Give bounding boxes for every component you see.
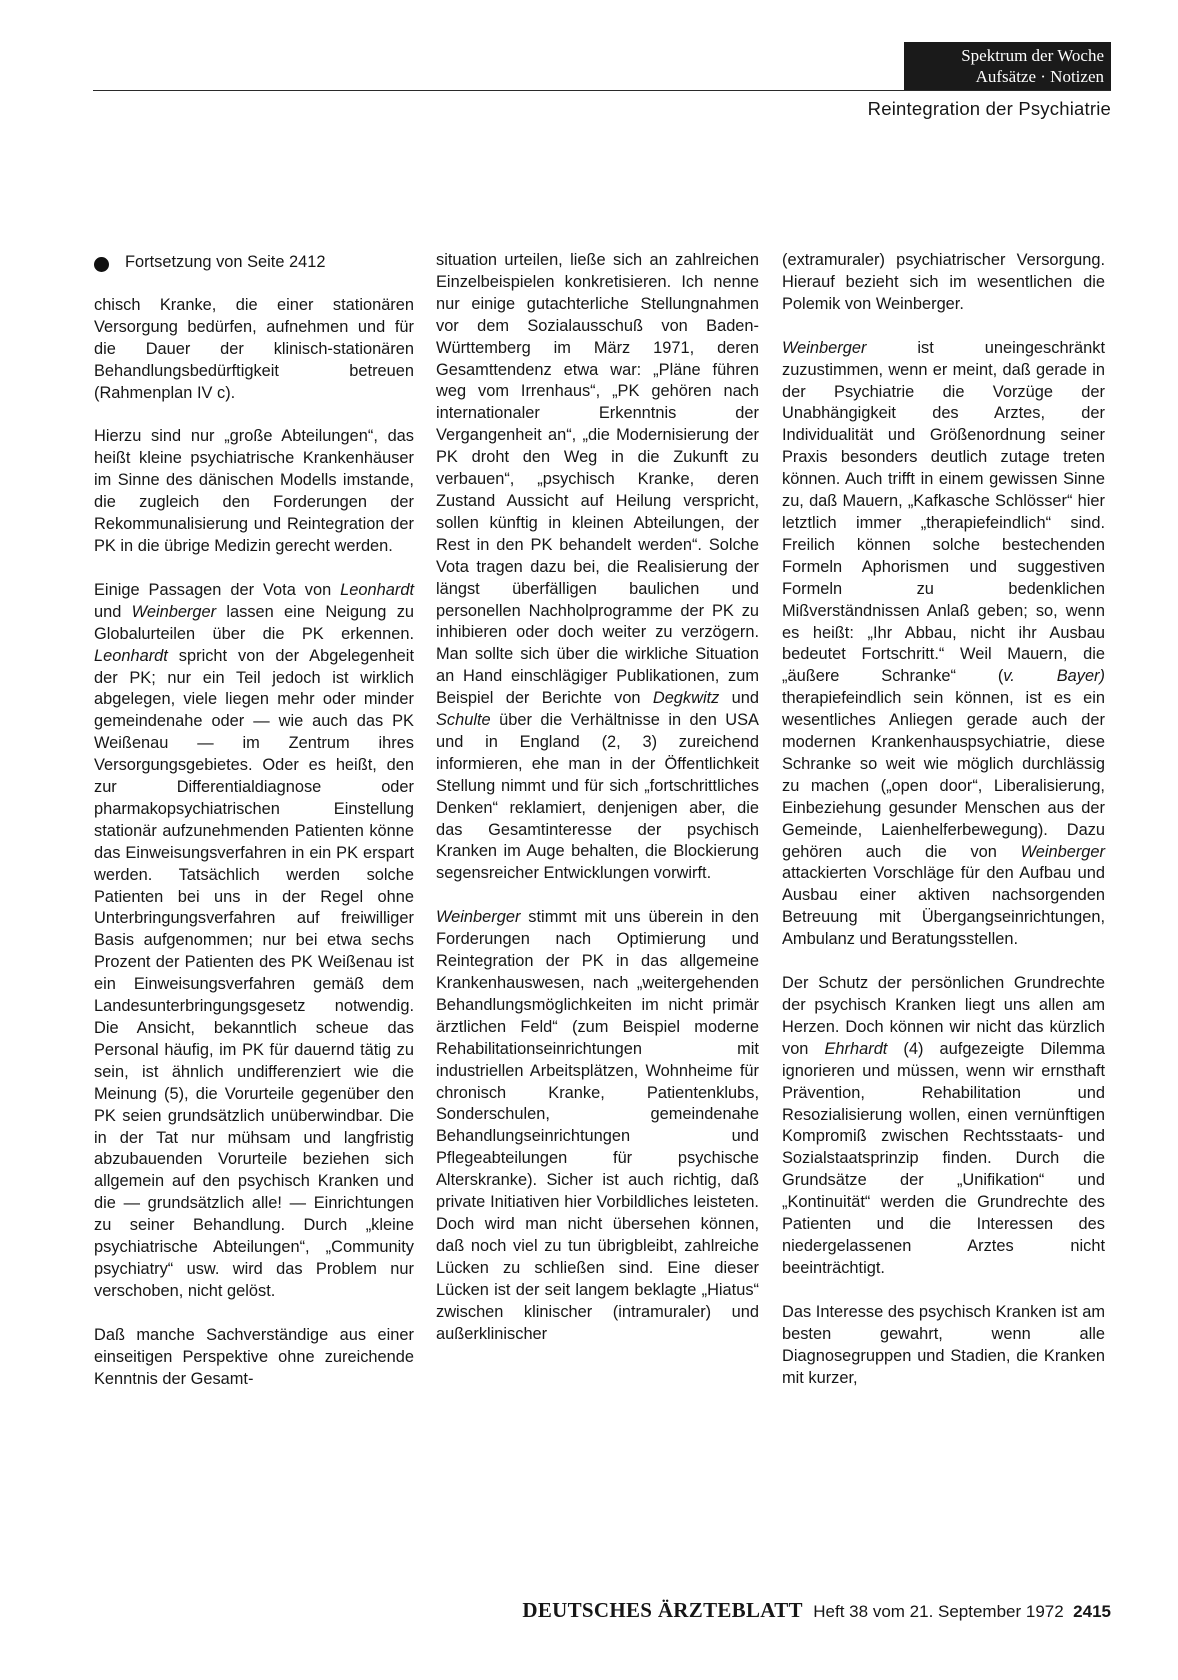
section-badge: [904, 42, 1111, 90]
text-run: über die Verhältnisse in den USA und in England (2, 3) zureichend informieren, ehe man in der Öffentlichkeit Stellung nimmt und für sich „fortschrittliches Denken“ reklamiert, denjenigen aber, die das Gesamtinteresse der psychisch Kranken im Auge behalten, die Blockierung segensreicher Entwicklungen vorwirft.: [436, 711, 759, 883]
issue-info: Heft 38 vom 21. September 1972: [813, 1602, 1064, 1621]
text-run: attackierten Vorschläge für den Aufbau und Ausbau einer aktiven nachsorgenden Betreuung mit Übergangseinrichtungen, Ambulanz und Beratungsstellen.: [782, 864, 1105, 949]
column-2: [436, 250, 759, 1367]
author-name: Schulte: [436, 711, 491, 730]
text-run: stimmt mit uns überein in den Forderungen nach Optimierung und Reintegration der PK in das allgemeine Krankenhauswesen, nach „weitergehenden Behandlungsmöglichkeiten im nicht primär ärztlichen Feld“ (zum Beispiel moderne Rehabilitationseinrichtungen mit industriellen Arbeitsplätzen, Wohnheime für chronisch Kranke, Patientenklubs, Sonderschulen, gemeindenahe Behandlungseinrichtungen und Pflegeabteilungen für psychische Alterskranke). Sicher ist auch richtig, daß private Initiativen hier Vorbildliches leisteten. Doch wird man nicht übersehen können, daß noch viel zu tun übrigbleibt, zahlreiche Lücken zu schließen sind. Eine dieser Lücken ist der seit langem beklagte „Hiatus“ zwischen klinischer (intramuraler) und außerklinischer: [436, 908, 759, 1343]
author-name: Weinberger: [131, 602, 217, 621]
text-run: ist uneingeschränkt zuzustimmen, wenn er meint, daß gerade in der Psychiatrie die Vorzüge der Unabhängigkeit des Arztes, der Individualität und Größenordnung seiner Praxis besonders deutlich zutage treten können. Auch trifft in einem gewissen Sinne zu, daß Mauern, „Kafkasche Schlösser“ hier letztlich immer „therapiefeindlich“ sind. Freilich können solche bestechenden Formeln Aphorismen und suggestiven Formeln zu bedenklichen Mißverständnissen Anlaß geben; so, wenn es heißt: „Ihr Abbau, nicht ihr Ausbau bedeutet Fortschritt.“ Weil Mauern, die „äußere Schranke“ (: [782, 338, 1105, 686]
bullet-dot-icon: [94, 257, 109, 272]
continuation-text: Fortsetzung von Seite 2412: [125, 253, 326, 271]
paragraph: [782, 338, 1105, 951]
paragraph: Daß manche Sachverständige aus einer einseitigen Perspektive ohne zureichende Kenntnis der Gesamt-: [94, 1325, 414, 1388]
journal-name: DEUTSCHES ÄRZTEBLATT: [522, 1598, 803, 1622]
text-run: lassen eine Neigung zu Globalurteilen über die PK erkennen.: [94, 602, 415, 643]
text-run: spricht von der Abgelegenheit der PK; nur ein Teil jedoch ist wirklich abgelegen, viele liegen mehr oder minder gemeindenahe oder — wie auch das PK Weißenau — im Zentrum ihres Versorgungsgebietes. Oder es heißt, den zur Differentialdiagnose oder pharmakopsychiatrischen Einstellung stationär aufzunehmenden Patienten könne das Einweisungsverfahren in ein PK erspart werden. Tatsächlich werden solche Patienten bei uns in der Regel ohne Unterbringungsverfahren auf freiwilliger Basis aufgenommen; nur bei etwa sechs Prozent der Patienten des PK Weißenau ist ein Einweisungsverfahren gemäß dem Landesunterbringungsgesetz notwendig. Die Ansicht, bekanntlich scheue das Personal häufig, im PK für dauernd tätig zu sein, ist ähnlich undifferenziert wie die Meinung (5), die Vorurteile gegenüber den PK seien grundsätzlich unüberwindbar. Die in der Tat nur mühsam und langfristig abzubauenden Vorurteile beziehen sich allgemein auf den psychisch Kranken und die — grundsätzlich alle! — Einrichtungen zu seiner Behandlung. Durch „kleine psychiatrische Abteilungen“, „Community psychiatry“ usw. wird das Problem nur verschoben, nicht gelöst.: [94, 646, 414, 1300]
paragraph: Hierzu sind nur „große Abteilungen“, das heißt kleine psychiatrische Krankenhäuser im Sinne des dänischen Modells imstande, die zugleich den Forderungen der Rekommunalisierung und Reintegration der PK in die übrige Medizin gerecht werden.: [94, 427, 414, 555]
author-name: Leonhardt: [94, 646, 168, 665]
column-3: [782, 250, 1105, 1411]
header-rule: [93, 90, 1111, 91]
paragraph: [782, 973, 1105, 1280]
text-run: Der Schutz der persönlichen Grundrechte der psychisch Kranken liegt uns allen am Herzen. Doch können wir nicht das kürzlich von: [782, 974, 1105, 1058]
paragraph: (extramuraler) psychiatrischer Versorgung. Hierauf bezieht sich im wesentlichen die Polemik von Weinberger.: [782, 251, 1105, 313]
text-run: Einige Passagen der Vota von: [94, 580, 341, 599]
author-name: Degkwitz: [652, 689, 720, 708]
paragraph: [436, 907, 759, 1345]
author-name: Leonhardt: [340, 580, 414, 599]
text-run: und: [719, 689, 760, 708]
continuation-note: [94, 252, 414, 274]
page-number: 2415: [1073, 1602, 1111, 1621]
paragraph: chisch Kranke, die einer stationären Versorgung bedürfen, aufnehmen und für die Dauer der klinisch-stationären Behandlungsbedürftigkeit betreuen (Rahmenplan IV c).: [94, 295, 414, 402]
paragraph: Das Interesse des psychisch Kranken ist am besten gewahrt, wenn alle Diagnosegruppen und Stadien, die Kranken mit kurzer,: [782, 1302, 1105, 1387]
badge-line-2: Aufsätze · Notizen: [975, 67, 1104, 86]
author-name: Weinberger: [782, 338, 867, 357]
column-1: [94, 252, 414, 1413]
author-name: Weinberger: [436, 908, 521, 927]
text-run: (4) aufgezeigte Dilemma ignorieren und müssen, wenn wir ernsthaft Prävention, Rehabilitation und Resozialisierung wollen, einen vernünftigen Kompromiß zwischen Rechtsstaats- und Sozialstaatsprinzip finden. Durch die Grundsätze der „Unifikation“ und „Kontinuität“ werden die Grundrechte des Patienten und die Interessen des niedergelassenen Arztes nicht beeinträchtigt.: [782, 1039, 1106, 1277]
author-name: v. Bayer): [1003, 667, 1105, 686]
page-footer: [522, 1598, 1111, 1623]
badge-line-1: Spektrum der Woche: [961, 46, 1104, 65]
paragraph: [436, 250, 759, 885]
paragraph: [94, 580, 414, 1303]
author-name: Ehrhardt: [824, 1039, 888, 1058]
text-run: situation urteilen, ließe sich an zahlreichen Einzelbeispielen konkretisieren. Ich nenne nur einige gutachterliche Stellungnahmen vor dem Sozialausschuß von Baden-Württemberg im März 1971, deren Gesamttendenz etwa war: „Pläne führen weg vom Irrenhaus“, „PK gehören nach internationaler Erkenntnis der Vergangenheit an“, „die Modernisierung der PK droht den Weg in die Zukunft zu verbauen“, „psychisch Kranke, deren Zustand Aussicht auf Heilung verspricht, sollen künftig in kleinen Abteilungen, der Rest in den PK behandelt werden“. Solche Vota tragen dazu bei, die Realisierung der längst überfälligen baulichen und personellen Nachholprogramme der PK zu inhibieren oder doch weiter zu verzögern. Man sollte sich über die wirkliche Situation an Hand einschlägiger Publikationen, zum Beispiel der Berichte von: [436, 251, 759, 708]
text-run: therapiefeindlich sein können, ist es ein wesentliches Anliegen gerade auch der modernen Krankenhauspsychiatrie, diese Schranke so weit wie möglich durchlässig zu machen („open door“, Liberalisierung, Einbeziehung gesunder Menschen aus der Gemeinde, Laienhelferbewegung). Dazu gehören auch die von: [782, 689, 1105, 861]
text-run: und: [94, 602, 132, 621]
section-title: Reintegration der Psychiatrie: [867, 98, 1111, 119]
author-name: Weinberger: [1020, 842, 1105, 861]
